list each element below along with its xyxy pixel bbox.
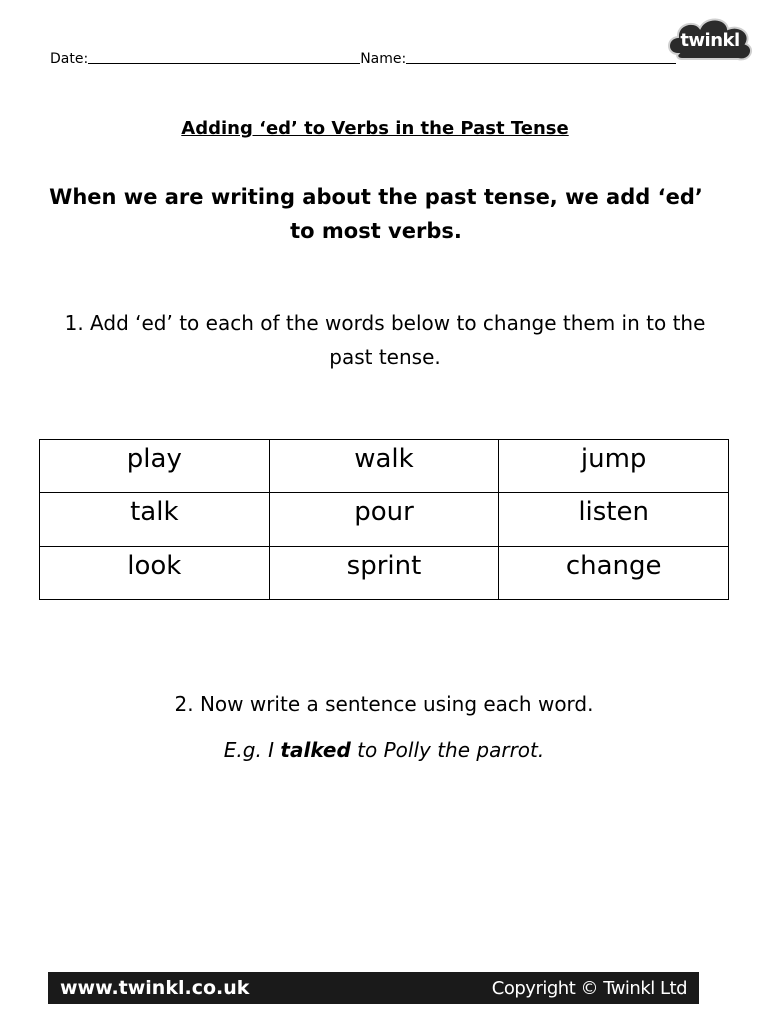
example-suffix: to Polly the parrot. [350, 738, 545, 762]
word-cell: change [499, 546, 729, 599]
word-cell: play [40, 440, 270, 493]
word-cell: pour [269, 493, 499, 546]
table-row [40, 546, 729, 599]
word-cell: listen [499, 493, 729, 546]
footer-url[interactable]: www.twinkl.co.uk [60, 977, 250, 999]
name-field-line[interactable] [406, 49, 676, 64]
word-cell: look [40, 546, 270, 599]
question-2: 2. Now write a sentence using each word. [174, 692, 594, 716]
word-cell: sprint [269, 546, 499, 599]
word-cell: jump [499, 440, 729, 493]
example-bold-word: talked [280, 738, 351, 762]
twinkl-logo [664, 12, 756, 68]
example-prefix: E.g. I [223, 738, 281, 762]
table-row [40, 493, 729, 546]
intro-text: When we are writing about the past tense, we add ‘ed’ to most verbs. [49, 185, 703, 243]
logo-text: twinkl [680, 29, 740, 51]
worksheet-title: Adding ‘ed’ to Verbs in the Past Tense [181, 118, 569, 139]
question-1: 1. Add ‘ed’ to each of the words below to change them in to the past tense. [64, 311, 706, 369]
header-line [50, 47, 690, 67]
example-sentence [0, 734, 768, 766]
word-cell: walk [269, 440, 499, 493]
footer-bar [48, 972, 699, 1004]
word-table [39, 439, 729, 600]
word-cell: talk [40, 493, 270, 546]
table-row [40, 440, 729, 493]
footer-copyright: Copyright © Twinkl Ltd [491, 977, 687, 999]
name-label: Name: [360, 51, 407, 67]
date-field-line[interactable] [88, 49, 360, 64]
date-label: Date: [50, 51, 89, 67]
